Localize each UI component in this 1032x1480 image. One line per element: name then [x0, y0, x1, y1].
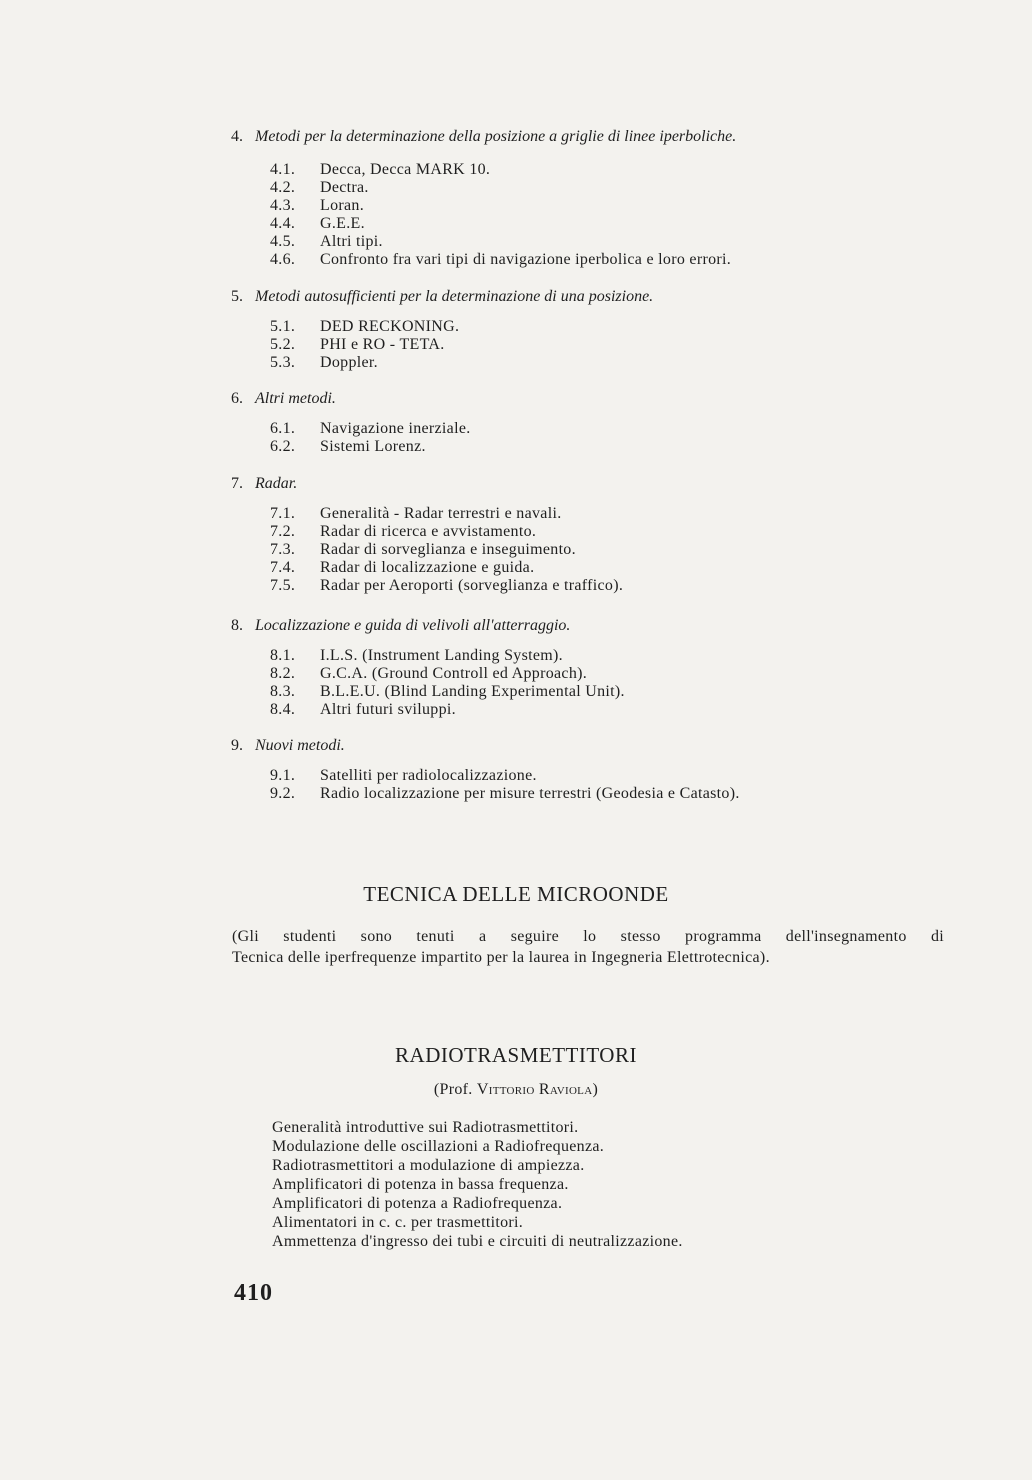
- item-number: 5.1.: [270, 318, 296, 335]
- list-item: [270, 179, 369, 197]
- item-number: 7.2.: [270, 523, 296, 540]
- topic-line: Generalità introduttive sui Radiotrasmettitori.: [272, 1119, 579, 1136]
- item-text: B.L.E.U. (Blind Landing Experimental Unit).: [320, 683, 625, 700]
- section-title: Metodi autosufficienti per la determinazione di una posizione.: [255, 288, 654, 305]
- item-number: 4.4.: [270, 215, 296, 232]
- item-number: 4.3.: [270, 197, 296, 214]
- list-item: [270, 559, 534, 577]
- section-heading: [231, 617, 570, 635]
- item-text: Loran.: [320, 197, 365, 214]
- item-text: Confronto fra vari tipi di navigazione iperbolica e loro errori.: [320, 251, 732, 268]
- section-number: 4.: [231, 128, 243, 145]
- item-text: Decca, Decca MARK 10.: [320, 161, 491, 178]
- radio-title: RADIOTRASMETTITORI: [395, 1043, 637, 1067]
- list-item: [270, 785, 740, 803]
- item-text: G.C.A. (Ground Controll ed Approach).: [320, 665, 588, 682]
- item-text: Radar di localizzazione e guida.: [320, 559, 535, 576]
- section-title: Altri metodi.: [255, 390, 336, 407]
- list-item: [270, 233, 383, 251]
- list-item: [270, 683, 625, 701]
- list-item: [270, 215, 365, 233]
- item-text: Radar per Aeroporti (sorveglianza e traffico).: [320, 577, 624, 594]
- section-number: 8.: [231, 617, 243, 634]
- item-text: PHI e RO - TETA.: [320, 336, 445, 353]
- item-text: I.L.S. (Instrument Landing System).: [320, 647, 563, 664]
- microonde-note-line: (Gli studenti sono tenuti a seguire lo stesso programma dell'insegnamento di: [232, 928, 944, 945]
- prof-suffix: ): [592, 1081, 599, 1098]
- item-number: 5.2.: [270, 336, 296, 353]
- item-number: 8.4.: [270, 701, 296, 718]
- list-item: [270, 701, 456, 719]
- list-item: [270, 665, 587, 683]
- item-text: Altri tipi.: [320, 233, 383, 250]
- section-number: 6.: [231, 390, 243, 407]
- list-item: [270, 161, 490, 179]
- list-item: [270, 647, 563, 665]
- item-number: 8.2.: [270, 665, 296, 682]
- section-number: 5.: [231, 288, 243, 305]
- list-item: [270, 541, 576, 559]
- professor-line: [0, 1081, 1032, 1099]
- item-text: G.E.E.: [320, 215, 365, 232]
- list-item: [270, 767, 537, 785]
- item-number: 7.1.: [270, 505, 296, 522]
- item-number: 6.1.: [270, 420, 296, 437]
- item-text: Satelliti per radiolocalizzazione.: [320, 767, 537, 784]
- item-number: 7.3.: [270, 541, 296, 558]
- item-text: Navigazione inerziale.: [320, 420, 471, 437]
- section-title: Localizzazione e guida di velivoli all'atterraggio.: [255, 617, 571, 634]
- list-item: [270, 420, 471, 438]
- list-item: [270, 438, 426, 456]
- item-number: 6.2.: [270, 438, 296, 455]
- item-text: Sistemi Lorenz.: [320, 438, 426, 455]
- item-number: 8.1.: [270, 647, 296, 664]
- item-text: Doppler.: [320, 354, 378, 371]
- item-number: 4.6.: [270, 251, 296, 268]
- topic-line: Modulazione delle oscillazioni a Radiofrequenza.: [272, 1138, 605, 1155]
- topic-line: Amplificatori di potenza a Radiofrequenza.: [272, 1195, 563, 1212]
- section-heading: [231, 288, 653, 306]
- section-heading: [231, 128, 736, 146]
- list-item: [270, 197, 364, 215]
- list-item: [270, 251, 731, 269]
- item-number: 8.3.: [270, 683, 296, 700]
- page-number: 410: [234, 1280, 273, 1306]
- microonde-title: TECNICA DELLE MICROONDE: [363, 882, 669, 906]
- topic-line: Radiotrasmettitori a modulazione di ampiezza.: [272, 1157, 585, 1174]
- list-item: [270, 318, 459, 336]
- microonde-note-line: Tecnica delle iperfrequenze impartito per la laurea in Ingegneria Elettrotecnica).: [232, 949, 770, 966]
- item-number: 4.1.: [270, 161, 296, 178]
- item-number: 9.2.: [270, 785, 296, 802]
- item-number: 9.1.: [270, 767, 296, 784]
- section-title: Metodi per la determinazione della posizione a griglie di linee iperboliche.: [255, 128, 737, 145]
- section-heading: [231, 390, 336, 408]
- section-number: 7.: [231, 475, 243, 492]
- topic-line: Alimentatori in c. c. per trasmettitori.: [272, 1214, 524, 1231]
- section-number: 9.: [231, 737, 243, 754]
- prof-prefix: (Prof.: [433, 1081, 473, 1098]
- section-title: Nuovi metodi.: [255, 737, 345, 754]
- item-number: 7.4.: [270, 559, 296, 576]
- item-number: 4.2.: [270, 179, 296, 196]
- topic-line: Ammettenza d'ingresso dei tubi e circuiti di neutralizzazione.: [272, 1233, 683, 1250]
- list-item: [270, 577, 623, 595]
- item-number: 5.3.: [270, 354, 296, 371]
- item-text: DED RECKONING.: [320, 318, 460, 335]
- item-text: Generalità - Radar terrestri e navali.: [320, 505, 562, 522]
- item-text: Dectra.: [320, 179, 369, 196]
- section-title: Radar.: [255, 475, 298, 492]
- item-text: Radar di sorveglianza e inseguimento.: [320, 541, 576, 558]
- list-item: [270, 336, 445, 354]
- topic-line: Amplificatori di potenza in bassa frequenza.: [272, 1176, 569, 1193]
- list-item: [270, 354, 378, 372]
- list-item: [270, 523, 536, 541]
- section-heading: [231, 737, 345, 755]
- section-heading: [231, 475, 297, 493]
- prof-name: Vittorio Raviola: [476, 1081, 593, 1098]
- item-number: 7.5.: [270, 577, 296, 594]
- item-number: 4.5.: [270, 233, 296, 250]
- item-text: Radar di ricerca e avvistamento.: [320, 523, 537, 540]
- item-text: Altri futuri sviluppi.: [320, 701, 456, 718]
- list-item: [270, 505, 562, 523]
- item-text: Radio localizzazione per misure terrestri (Geodesia e Catasto).: [320, 785, 740, 802]
